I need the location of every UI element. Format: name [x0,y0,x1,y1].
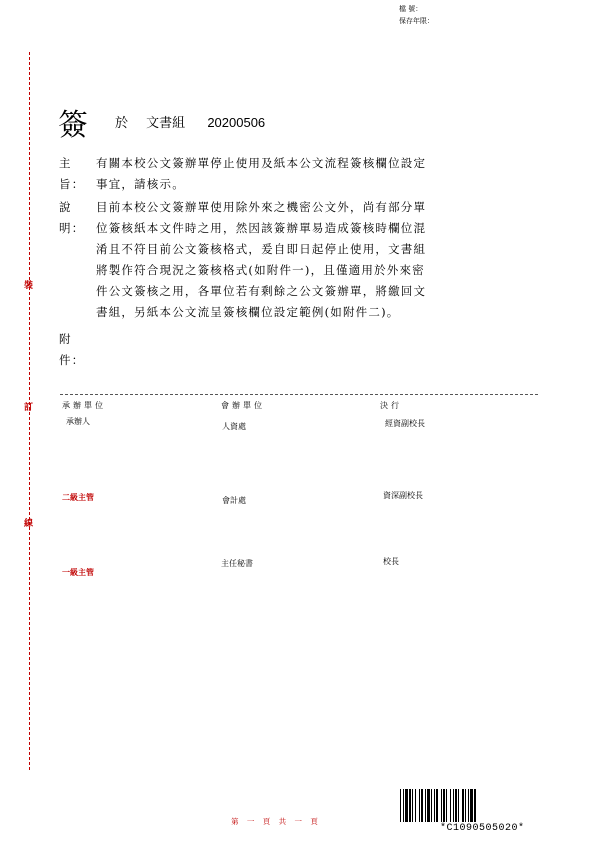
explanation-line: 位簽核紙本文件時之用，然因該簽辦單易造成簽核時欄位混 [96,221,427,235]
approver-cell: 二級主管 [62,492,94,502]
barcode-bar [441,789,442,822]
file-number-label: 檔 號： [399,5,423,13]
barcode-bar [468,789,469,822]
approver-cell: 主任秘書 [221,559,253,568]
barcode-bar [421,789,423,822]
subject-label: 主旨： [59,156,85,191]
column-header-originating-unit: 承辦單位 [62,401,106,410]
approver-cell: 校長 [383,557,399,566]
binding-char-xian: 線 [24,519,34,529]
explanation-line: 淆且不符目前公文簽核格式，爰自即日起停止使用，文書組 [96,242,427,256]
page-number: 第 一 頁 共 一 頁 [231,817,321,826]
binding-char-ding: 訂 [24,403,34,413]
subject-line: 有關本校公文簽辦單停止使用及紙本公文流程簽核欄位設定 [96,156,427,170]
barcode-bar [465,789,466,822]
barcode-bar [405,789,408,822]
barcode-bar [403,789,404,822]
barcode-bar [453,789,454,822]
barcode-bar [474,789,476,822]
barcode-bar [415,789,416,822]
meta-prefix: 於 [115,116,129,131]
barcode-text: *C1090505020* [440,823,525,834]
barcode-bar [462,789,464,822]
explanation-line: 目前本校公文簽辦單使用除外來之機密公文外，尚有部分單 [96,200,427,214]
barcode-bar [427,789,430,822]
subject-text [96,153,536,195]
barcode-bar [409,789,411,822]
approver-cell: 一級主管 [62,567,94,577]
barcode-bar [412,789,413,822]
explanation-line: 件公文簽核之用，各單位若有剩餘之公文簽辦單，將繳回文 [96,284,427,298]
barcode-bar [455,789,457,822]
barcode-bar [400,789,401,822]
approver-cell: 承辦人 [66,417,90,426]
explanation-line: 書組，另紙本公文流呈簽核欄位設定範例(如附件二)。 [96,305,400,319]
attachment-label: 附件： [59,332,85,367]
barcode-bar [419,789,420,822]
approver-cell: 會計處 [222,496,246,505]
explanation-text [96,197,536,323]
binding-char-zhuang: 裝 [24,281,34,291]
explanation-line: 將製作符合現況之簽核格式(如附件一)，且僅適用於外來密 [96,263,425,277]
sign-meta [115,112,279,131]
barcode-bar [436,789,438,822]
meta-date: 20200506 [207,115,266,130]
approver-cell: 經資副校長 [385,419,425,428]
approver-cell: 人資處 [222,422,246,431]
barcode-bar [434,789,435,822]
subject-line: 事宜，請核示。 [96,177,185,191]
barcode-bar [470,789,473,822]
barcode-bar [443,789,445,822]
barcode-bar [450,789,451,822]
explanation-label: 說明： [59,200,85,235]
approver-cell: 資深副校長 [383,491,423,500]
barcode-bar [458,789,459,822]
barcode-bar [425,789,426,822]
retention-period-label: 保存年限： [399,17,434,25]
meta-unit: 文書組 [146,116,186,131]
barcode-bar [431,789,432,822]
barcode [400,789,552,822]
barcode-bar [446,789,447,822]
sign-title: 簽 [58,108,88,143]
section-divider [60,394,538,395]
column-header-decision: 決行 [380,401,402,410]
column-header-cosigning-unit: 會辦單位 [221,401,265,410]
